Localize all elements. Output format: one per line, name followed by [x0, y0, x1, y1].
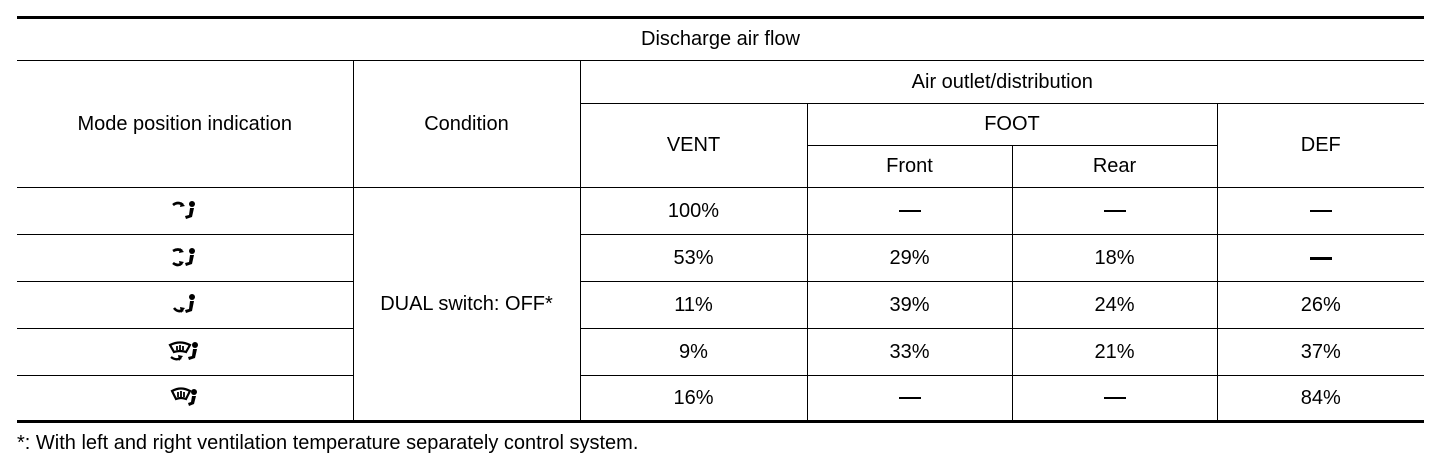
header-air-outlet: Air outlet/distribution	[580, 61, 1424, 104]
table-row	[17, 329, 1424, 376]
vent-value: 11%	[580, 282, 807, 329]
bi-level-mode-icon	[170, 245, 200, 271]
dash-mark	[899, 397, 921, 399]
def-value: 84%	[1217, 376, 1424, 422]
foot-defrost-mode-icon	[168, 339, 202, 365]
def-value	[1217, 188, 1424, 235]
vent-value: 53%	[580, 235, 807, 282]
vent-value: 9%	[580, 329, 807, 376]
condition-cell: DUAL switch: OFF*	[353, 188, 580, 422]
table-row	[17, 376, 1424, 422]
header-vent: VENT	[580, 104, 807, 188]
header-mode-position: Mode position indication	[17, 61, 353, 188]
vent-value: 16%	[580, 376, 807, 422]
defrost-mode-icon	[170, 385, 200, 411]
foot-front-value	[807, 376, 1012, 422]
table-footnote: *: With left and right ventilation temperature separately control system.	[17, 432, 639, 454]
foot-front-value	[807, 188, 1012, 235]
header-def: DEF	[1217, 104, 1424, 188]
def-value	[1217, 235, 1424, 282]
mode-cell	[17, 376, 353, 422]
dash-mark	[1104, 397, 1126, 399]
header-row-1	[17, 61, 1424, 104]
table-row	[17, 188, 1424, 235]
mode-cell	[17, 188, 353, 235]
mode-cell	[17, 329, 353, 376]
dash-mark	[1310, 210, 1332, 212]
vent-value: 100%	[580, 188, 807, 235]
foot-front-value: 29%	[807, 235, 1012, 282]
foot-rear-value: 24%	[1012, 282, 1217, 329]
table-title-row	[17, 18, 1424, 61]
vent-mode-icon	[170, 198, 200, 224]
header-foot-front: Front	[807, 146, 1012, 188]
foot-rear-value: 21%	[1012, 329, 1217, 376]
dash-mark	[1310, 257, 1332, 260]
foot-mode-icon	[170, 292, 200, 318]
foot-front-value: 33%	[807, 329, 1012, 376]
header-condition: Condition	[353, 61, 580, 188]
discharge-air-flow-table-container	[17, 16, 1424, 423]
foot-rear-value	[1012, 188, 1217, 235]
def-value: 26%	[1217, 282, 1424, 329]
mode-cell	[17, 282, 353, 329]
foot-rear-value: 18%	[1012, 235, 1217, 282]
mode-cell	[17, 235, 353, 282]
table-title: Discharge air flow	[17, 18, 1424, 61]
table-row	[17, 282, 1424, 329]
header-foot-rear: Rear	[1012, 146, 1217, 188]
dash-mark	[899, 210, 921, 212]
discharge-air-flow-table	[17, 16, 1424, 423]
table-row	[17, 235, 1424, 282]
dash-mark	[1104, 210, 1126, 212]
header-foot: FOOT	[807, 104, 1217, 146]
foot-front-value: 39%	[807, 282, 1012, 329]
foot-rear-value	[1012, 376, 1217, 422]
def-value: 37%	[1217, 329, 1424, 376]
